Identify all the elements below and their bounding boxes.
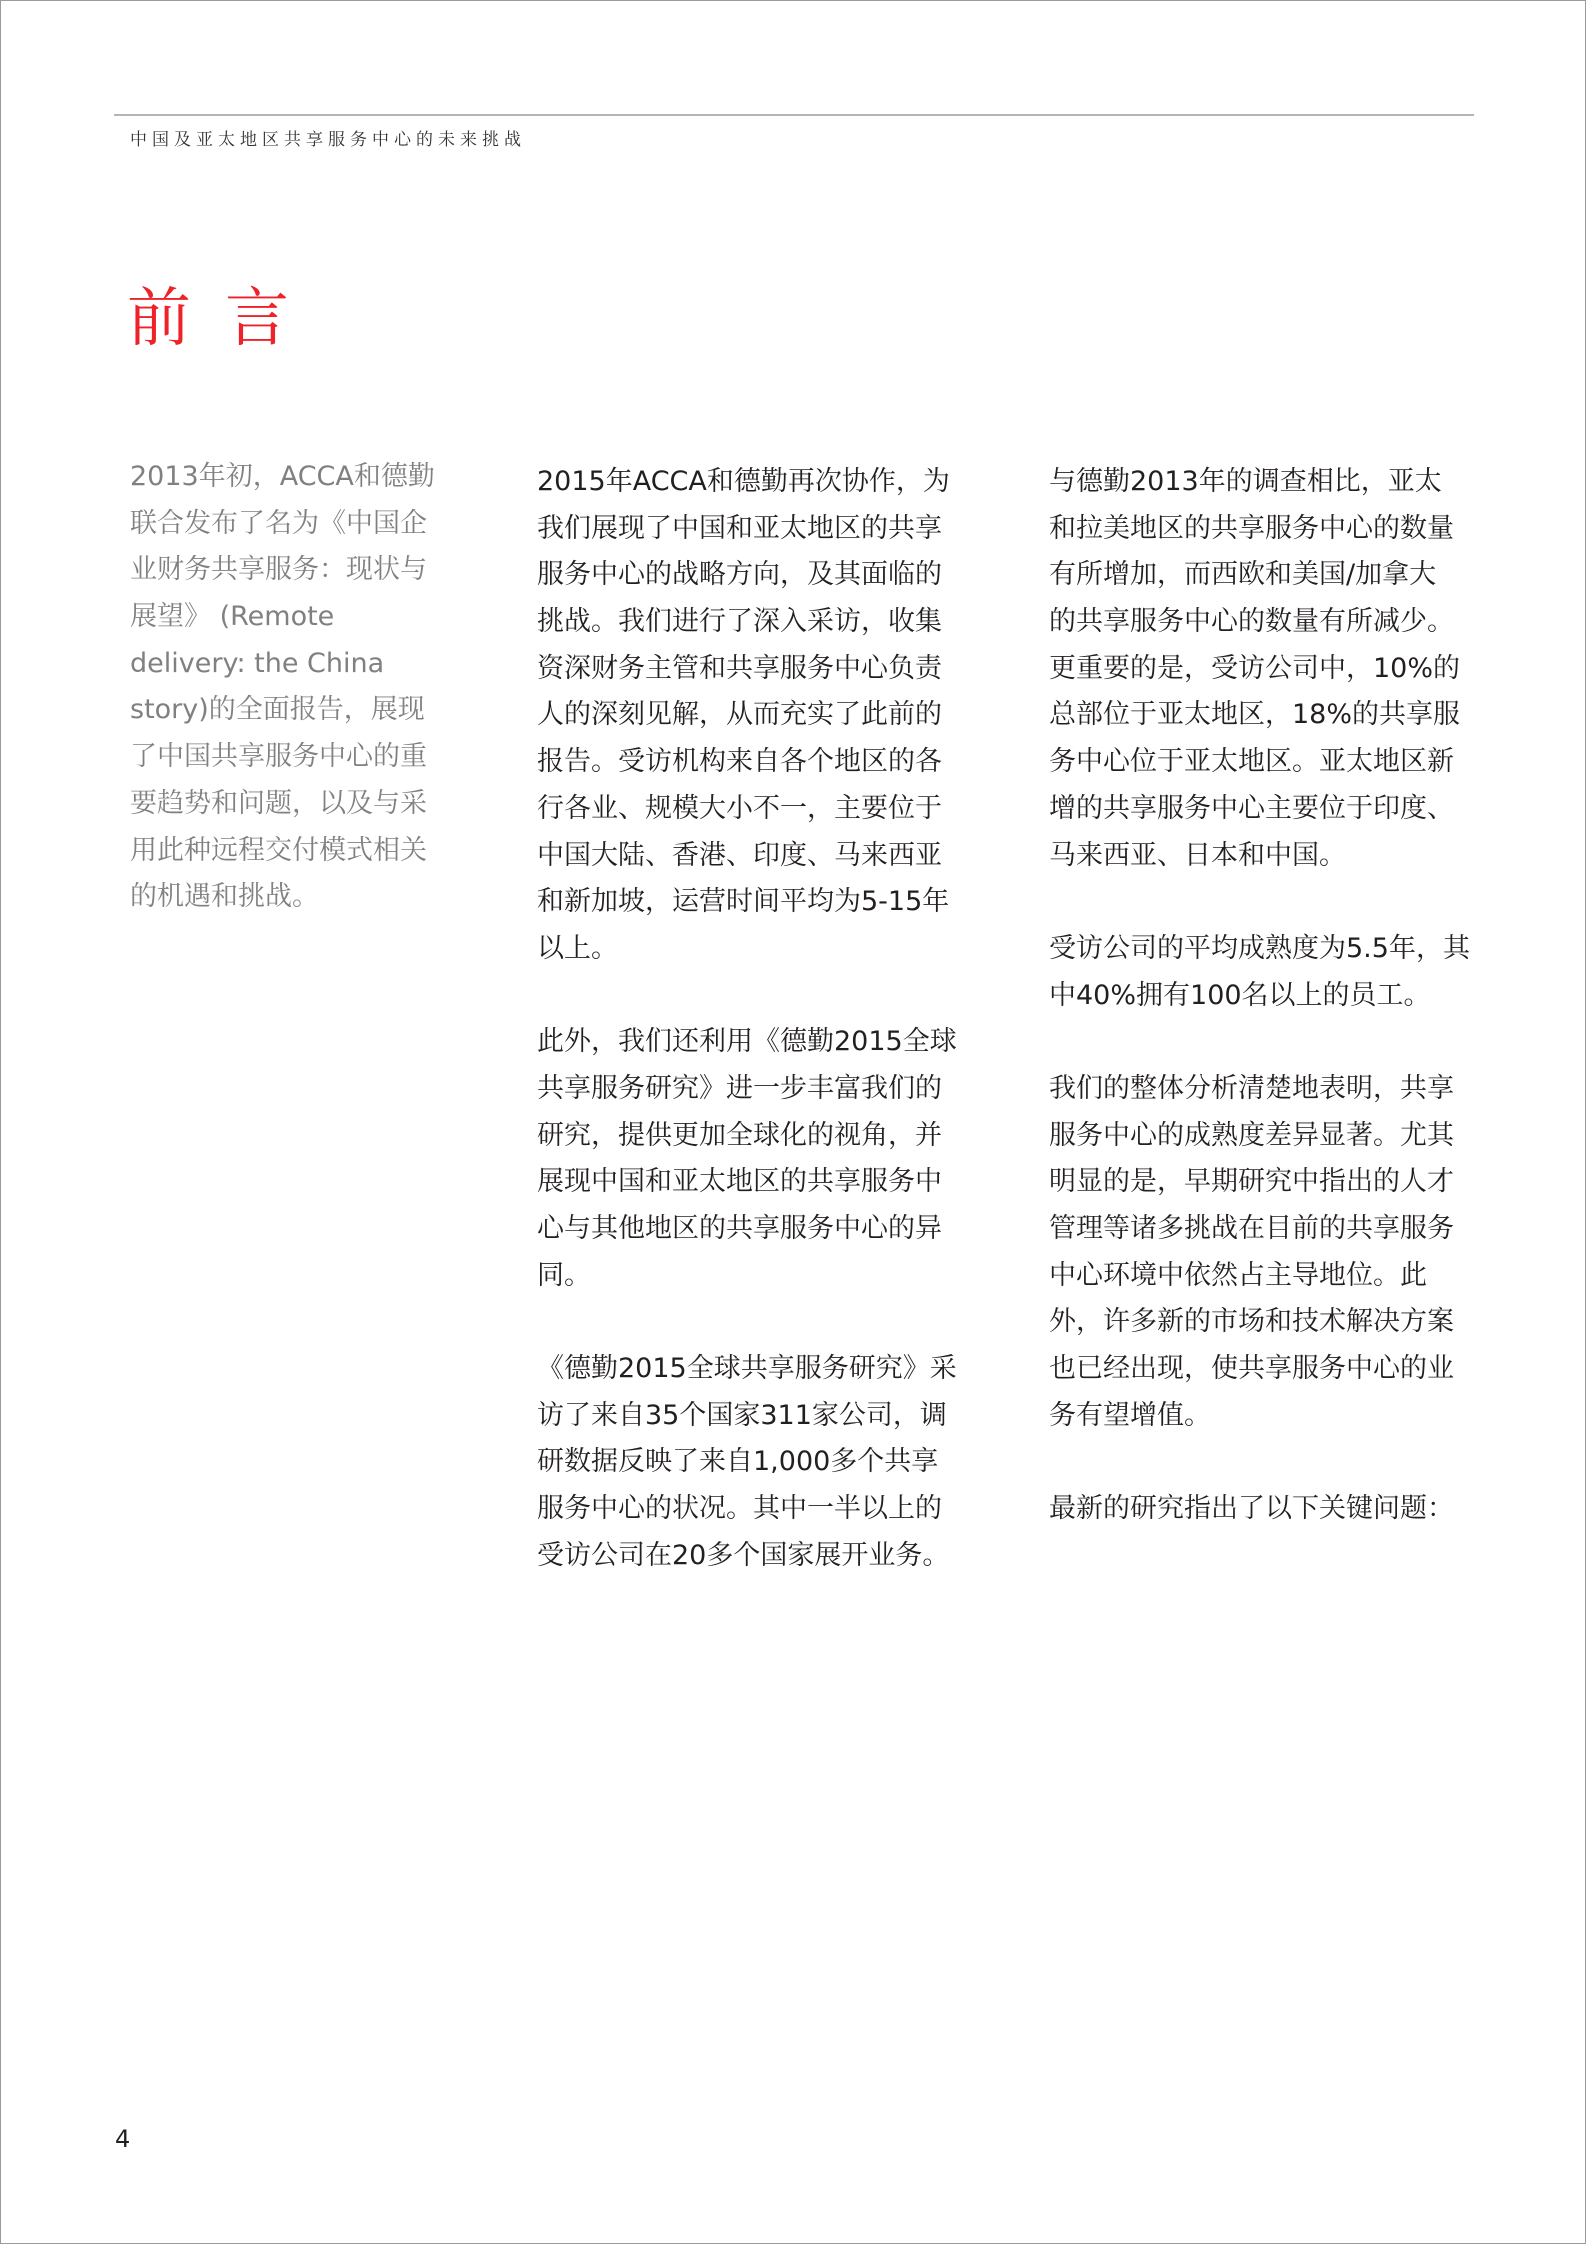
text-line: 我们的整体分析清楚地表明，共享 bbox=[1049, 1072, 1454, 1104]
text-line: 有所增加，而西欧和美国/加拿大 bbox=[1049, 559, 1437, 591]
text-line: story)的全面报告，展现 bbox=[130, 694, 425, 726]
text-line: 心与其他地区的共享服务中心的异 bbox=[537, 1213, 942, 1244]
text-line: 人的深刻见解，从而充实了此前的 bbox=[537, 699, 942, 731]
text-line: 中40%拥有100名以上的员工。 bbox=[1049, 979, 1431, 1011]
text-line bbox=[537, 1299, 957, 1346]
text-line bbox=[1049, 1439, 1470, 1486]
text-line: 和拉美地区的共享服务中心的数量 bbox=[1049, 512, 1454, 544]
text-line: 要趋势和问题，以及与采 bbox=[130, 787, 427, 819]
text-line: 与德勤2013年的调查相比，亚太 bbox=[1049, 466, 1442, 497]
running-header: 中国及亚太地区共享服务中心的未来挑战 bbox=[130, 130, 526, 150]
text-line: 受访公司的平均成熟度为5.5年，其 bbox=[1049, 932, 1470, 964]
text-line: 管理等诸多挑战在目前的共享服务 bbox=[1049, 1213, 1454, 1244]
text-line bbox=[537, 973, 957, 1020]
text-line: 同。 bbox=[537, 1259, 591, 1291]
text-line: 研究，提供更加全球化的视角，并 bbox=[537, 1119, 942, 1151]
text-line: 马来西亚、日本和中国。 bbox=[1049, 839, 1346, 871]
text-line: 的机遇和挑战。 bbox=[130, 881, 319, 913]
header-rule bbox=[114, 114, 1474, 116]
text-line: 2015年ACCA和德勤再次协作，为 bbox=[537, 466, 950, 497]
text-line: 业财务共享服务：现状与 bbox=[130, 554, 427, 586]
column-middle bbox=[537, 459, 957, 1580]
text-line: 联合发布了名为《中国企 bbox=[130, 507, 427, 539]
text-line: 中国大陆、香港、印度、马来西亚 bbox=[537, 839, 942, 871]
text-line: 挑战。我们进行了深入采访，收集 bbox=[537, 606, 942, 638]
text-line: 受访公司在20多个国家展开业务。 bbox=[537, 1539, 950, 1571]
text-line: 以上。 bbox=[537, 932, 618, 964]
text-line bbox=[1049, 879, 1470, 926]
text-line: 用此种远程交付模式相关 bbox=[130, 834, 427, 866]
text-line: 的共享服务中心的数量有所减少。 bbox=[1049, 606, 1454, 638]
text-line: 《德勤2015全球共享服务研究》采 bbox=[537, 1353, 957, 1385]
text-line bbox=[1049, 1019, 1470, 1066]
page-number: 4 bbox=[115, 2125, 131, 2153]
text-line: 服务中心的战略方向，及其面临的 bbox=[537, 559, 942, 591]
text-line: 行各业、规模大小不一，主要位于 bbox=[537, 792, 942, 824]
text-line: 务中心位于亚太地区。亚太地区新 bbox=[1049, 746, 1454, 778]
text-line: 报告。受访机构来自各个地区的各 bbox=[537, 746, 942, 778]
text-line: 我们展现了中国和亚太地区的共享 bbox=[537, 512, 942, 544]
text-line: 服务中心的成熟度差异显著。尤其 bbox=[1049, 1119, 1454, 1151]
text-line: 共享服务研究》进一步丰富我们的 bbox=[537, 1072, 942, 1104]
text-line: 展望》 (Remote bbox=[130, 601, 335, 633]
text-line: 增的共享服务中心主要位于印度、 bbox=[1049, 792, 1454, 824]
text-line: 最新的研究指出了以下关键问题： bbox=[1049, 1493, 1454, 1525]
text-line: 更重要的是，受访公司中，10%的 bbox=[1049, 652, 1461, 684]
text-line: 总部位于亚太地区，18%的共享服 bbox=[1049, 699, 1461, 731]
text-line: 中心环境中依然占主导地位。此 bbox=[1049, 1259, 1427, 1291]
page-title: 前言 bbox=[127, 282, 323, 356]
text-line: 务有望增值。 bbox=[1049, 1399, 1211, 1431]
text-line: delivery: the China bbox=[130, 647, 385, 679]
text-line: 外，许多新的市场和技术解决方案 bbox=[1049, 1306, 1454, 1338]
text-line: 和新加坡，运营时间平均为5-15年 bbox=[537, 886, 950, 918]
text-line: 访了来自35个国家311家公司，调 bbox=[537, 1399, 947, 1431]
text-line: 研数据反映了来自1,000多个共享 bbox=[537, 1446, 939, 1478]
text-line: 2013年初，ACCA和德勤 bbox=[130, 461, 435, 492]
text-line: 明显的是，早期研究中指出的人才 bbox=[1049, 1166, 1454, 1198]
text-line: 了中国共享服务中心的重 bbox=[130, 741, 427, 773]
text-line: 此外，我们还利用《德勤2015全球 bbox=[537, 1026, 957, 1058]
column-right bbox=[1049, 459, 1470, 1533]
text-line: 资深财务主管和共享服务中心负责 bbox=[537, 652, 942, 684]
text-line: 服务中心的状况。其中一半以上的 bbox=[537, 1493, 942, 1525]
text-line: 展现中国和亚太地区的共享服务中 bbox=[537, 1166, 942, 1198]
text-line: 也已经出现，使共享服务中心的业 bbox=[1049, 1353, 1454, 1385]
column-intro bbox=[130, 454, 435, 921]
